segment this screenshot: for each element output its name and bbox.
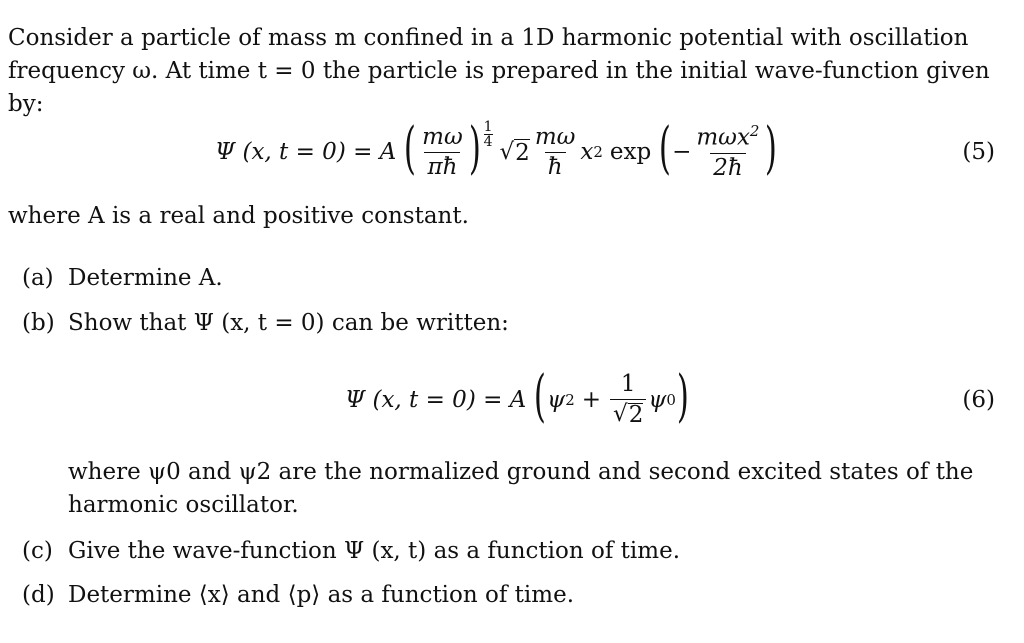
equation-6: Ψ (x, t = 0) = A ( ψ 2 + 1 √ 2 ψ 0 ) (6) — [345, 364, 995, 429]
item-c: (c) Give the wave-function Ψ (x, t) as a function of time. — [22, 538, 681, 564]
equation-5: Ψ (x, t = 0) = A ( $\frac{m\omega}{\pi ħ}$ ) $\frac{1}{4}$ √ 2 $\frac{m\omega}{ħ}$ x 2 exp ( − $\frac{m\omega x^2}{2ħ}$ ) (5) — [215, 116, 995, 181]
intro-line-2: frequency ω. At time t = 0 the particle is prepared in the initial wave-function given — [8, 58, 990, 84]
intro-line-3: by: — [8, 91, 44, 117]
eq5-sqrt: √ 2 — [499, 138, 530, 166]
eq5-fraction-3: $\frac{m\omega x^2}{2ħ}$ — [696, 122, 760, 181]
eq5-fraction-2: $\frac{m\omega}{ħ}$ — [534, 123, 576, 180]
eq6-fraction: 1 √ 2 — [610, 373, 646, 427]
intro-line-1: Consider a particle of mass m confined in a 1D harmonic potential with oscillation — [8, 25, 969, 51]
eq5-power: $\frac{1}{4}$ — [483, 118, 493, 150]
eq5-open-paren: ( — [404, 116, 417, 181]
eq5-close-paren: ) — [468, 116, 481, 181]
eq5-number: (5) — [962, 139, 995, 165]
b-where-text: where ψ0 and ψ2 are the normalized ground and second excited states of the harmonic oscillator. — [68, 459, 974, 518]
eq5-lhs: Ψ (x, t = 0) = A — [215, 139, 397, 165]
item-d: (d) Determine ⟨x⟩ and ⟨p⟩ as a function of time. — [22, 582, 575, 608]
where-a-text: where A is a real and positive constant. — [8, 203, 469, 229]
eq6-lhs: Ψ (x, t = 0) = A — [345, 387, 527, 413]
problem-intro — [8, 22, 1008, 121]
item-b: (b) Show that Ψ (x, t = 0) can be written: — [22, 310, 509, 336]
eq5-exp: exp — [609, 139, 652, 165]
eq6-number: (6) — [962, 387, 995, 413]
eq5-fraction-1: $\frac{m\omega}{\pi ħ}$ — [422, 123, 463, 180]
item-a: (a) Determine A. — [22, 265, 223, 291]
